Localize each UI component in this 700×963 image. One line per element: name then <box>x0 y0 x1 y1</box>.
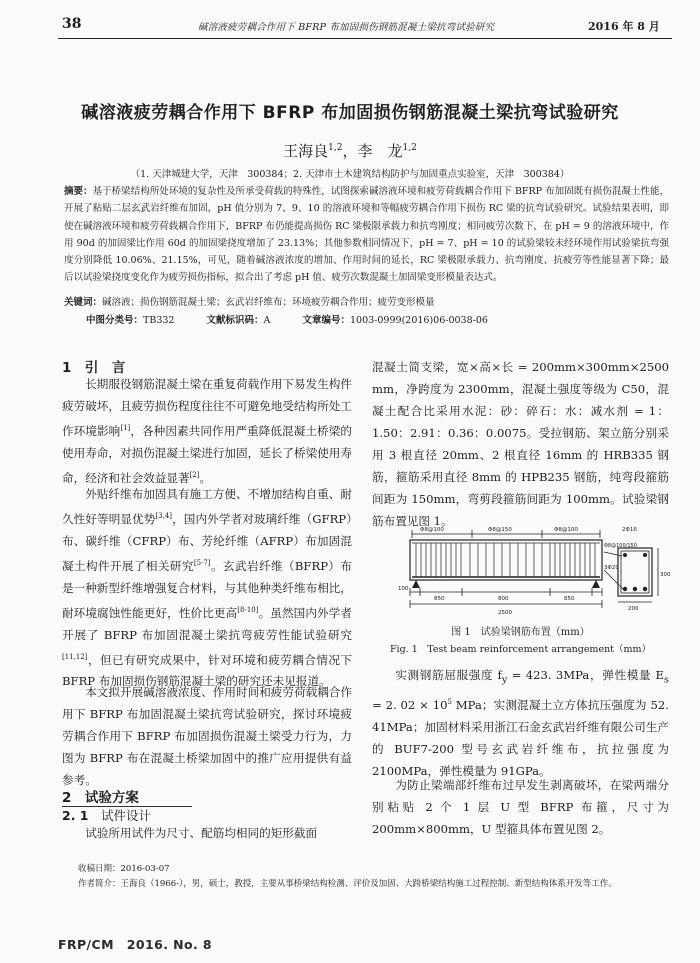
rp2-c: = 2. 02 × 10 <box>372 698 448 713</box>
footnote-author-intro: 作者简介：王海良（1966-），男，硕士，教授，主要从事桥梁结构检测、评价及加固、大跨桥梁结构施工过程控制、新型结构体系开发等工作。 <box>78 879 617 889</box>
fig-dim-300: 300 <box>660 572 671 578</box>
article-no-value: 1003-0999(2016)06-0038-06 <box>350 315 488 326</box>
citation: [3,4] <box>155 512 173 520</box>
citation: [8-10] <box>237 605 259 614</box>
s1p2-text-d: 。虽然国内外学者开展了 BFRP 布加固混凝土梁抗弯疲劳性能试验研究 <box>62 605 352 642</box>
s1p1-end: 。 <box>199 470 212 485</box>
rp2-sub-y: y <box>501 674 508 686</box>
footnote-received: 收稿日期：2016-03-07 <box>78 864 170 874</box>
fig-label-stirrup-left: Φ8@100 <box>420 527 444 533</box>
section-1-paragraph-1 <box>62 373 352 489</box>
header-date: 2016 年 8 月 <box>588 20 660 33</box>
article-title: 碱溶液疲劳耦合作用下 BFRP 布加固损伤钢筋混凝土梁抗弯试验研究 <box>81 103 619 123</box>
fig-label-side-stirrup: Φ8@100/150 <box>604 543 637 549</box>
fig-label-top-bars: 2Φ16 <box>622 527 637 533</box>
figure-1-caption-cn: 图 1 试验梁钢筋布置（mm） <box>451 627 590 638</box>
s1p2-text: 外贴纤维布加固具有施工方便、不增加结构自重、耐久性好等明显优势 <box>62 487 352 526</box>
page-number: 38 <box>62 16 82 32</box>
citation: [11,12] <box>62 652 88 661</box>
footnote-rule <box>62 806 192 807</box>
affiliation: （1. 天津城建大学，天津 300384；2. 天津市土木建筑结构防护与加固重点实验室，天津 300384） <box>130 169 570 180</box>
right-paragraph-2 <box>372 664 669 782</box>
fig-dim-850-right: 850 <box>564 596 575 602</box>
classification-line <box>86 312 488 326</box>
author-1: 王海良 <box>283 142 329 160</box>
s1p1-text-b: ，各种因素共同作用严重降低混凝土桥梁的使用寿命，对损伤混凝土梁进行加固，延长了桥梁使用寿命，经济和社会效益显著 <box>62 423 352 485</box>
rp2-sup: 5 <box>447 698 452 707</box>
rp2-b: = 423. 3MPa，弹性模量 E <box>507 668 665 682</box>
figure-1-caption-en: Fig. 1 Test beam reinforcement arrangement（mm） <box>389 644 652 655</box>
running-title: 碱溶液疲劳耦合作用下 BFRP 布加固损伤钢筋混凝土梁抗弯试验研究 <box>198 22 495 33</box>
right-paragraph-1: 混凝土简支梁，宽×高×长 = 200mm×300mm×2500 mm，净跨度为 2300mm，混凝土强度等级为 C50，混凝土配合比采用水泥：砂：碎石：水：减水剂 = 1：1.50：2.91：0.36：0.0075。受拉钢筋、架立筋分别采用 3 根直径 20mm、2 根直径 16mm 的 HRB335 钢筋，箍筋采用直径 8mm 的 HPB235 钢筋，纯弯段箍筋间距为 150mm，弯剪段箍筋间距为 100mm。试验梁钢筋布置见图 1。 <box>372 360 669 528</box>
header-rule <box>58 38 672 39</box>
class-label: 中图分类号： <box>86 315 144 326</box>
section-1-heading: 1 引 言 <box>62 360 126 376</box>
right-paragraph-3: 为防止梁端部纤维布过早发生剥离破坏，在梁两端分别粘贴 2 个 1 层 U 型 BFRP 布箍，尺寸为 200mm×800mm，U 型箍具体布置见图 2。 <box>372 778 669 836</box>
s1p2-text-c: 。玄武岩纤维（BFRP）布是一种新型纤维增强复合材料，与其他种类纤维布相比，耐环境腐蚀性能更好，性价比更高 <box>62 558 352 620</box>
subsection-number: 2. 1 <box>62 808 89 823</box>
fig-label-stirrup-mid: Φ8@150 <box>488 527 512 533</box>
author-line <box>0 140 700 161</box>
author-separator: ， <box>342 142 358 160</box>
article-no-label: 文章编号： <box>302 315 350 326</box>
citation: [1] <box>120 424 131 432</box>
citation: [2] <box>189 470 200 479</box>
doc-code-value: A <box>263 315 271 326</box>
abstract-label: 摘要： <box>64 186 93 197</box>
citation: [5-7] <box>193 558 211 567</box>
fig-dim-850-left: 850 <box>434 596 445 602</box>
keywords-text: 碱溶液；损伤钢筋混凝土梁；玄武岩纤维布；环境疲劳耦合作用；疲劳变形模量 <box>102 297 435 308</box>
section-1-paragraph-2 <box>62 483 352 692</box>
subsection-title: 试件设计 <box>88 808 152 823</box>
abstract <box>64 183 669 287</box>
author-2-affil: 1,2 <box>402 143 417 153</box>
s1p2-text-e: ，但已有研究成果中，针对环境和疲劳耦合情况下 BFRP 布加固损伤钢筋混凝土梁的研究还未见报道。 <box>62 652 352 689</box>
keywords-label: 关键词： <box>64 297 103 308</box>
rp2-sub-s: s <box>664 674 669 686</box>
journal-footer: FRP/CM 2016. No. 8 <box>58 937 212 952</box>
figure-1-reinforcement-drawing <box>382 522 671 620</box>
author-1-affil: 1,2 <box>328 143 343 153</box>
fig-dim-2500: 2500 <box>498 610 512 616</box>
section-2-1-paragraph-start: 试验所用试件为尺寸、配筋均相同的矩形截面 <box>85 826 318 840</box>
fig-label-bottom-bars: 3Φ20 <box>604 565 619 571</box>
class-value: TB332 <box>143 315 175 326</box>
keywords <box>64 295 669 310</box>
rp2-a: 实测钢筋屈服强度 f <box>395 668 502 682</box>
section-1-paragraph-3: 本文拟开展碱溶液浓度、作用时间和疲劳荷载耦合作用下 BFRP 布加固混凝土梁抗弯试验研究，探讨环境疲劳耦合作用下 BFRP 布加固损伤混凝土梁受力行为，力图为 BFRP 布在混凝土桥梁加固中的推广应用提供有益参考。 <box>62 685 352 787</box>
s1p1-text: 长期服役钢筋混凝土梁在重复荷载作用下易发生构件疲劳破坏，且疲劳损伤程度往往不可避免地受结构所处工作环境影响 <box>62 377 352 438</box>
section-2-heading: 2 试验方案 <box>62 790 139 806</box>
rp2-d: MPa；实测混凝土立方体抗压强度为 52. 41MPa；加固材料采用浙江石金玄武岩纤维有限公司生产的 BUF7-200 型号玄武岩纤维布，抗拉强度为 2100MPa，弹性模量为 91GPa。 <box>372 698 669 779</box>
abstract-text: 基于桥梁结构所处环境的复杂性及所承受荷载的特殊性，试图探索碱溶液环境和疲劳荷载耦合作用下 BFRP 布加固既有损伤混凝土性能，开展了粘贴二层玄武岩纤维布加固，pH 值分别为 7、9、10 的溶液环境和等幅疲劳耦合作用下损伤 RC 梁的抗弯试验研究。试验结果表明，即使在碱溶液环境和疲劳荷载耦合作用下，BFRP 布仍能提高损伤 RC 梁极限承载力和抗弯刚度；相同疲劳次数下，在 pH = 9 的溶液环境中，作用 90d 的加固梁比作用 60d 的加固梁挠度增加了 23.13%；其他参数相同情况下，pH = 7、pH = 10 的试验梁较未经环境作用试验梁抗弯强度分别降低 10.06%、21.15%，可见，随着碱溶液浓度的增加、作用时间的延长，RC 梁极限承载力、抗弯刚度、抗疲劳等性能显著下降；最后以试验梁挠度变化作为疲劳损伤指标，拟合出了考虑 pH 值、疲劳次数混凝土加固梁变形模量表达式。 <box>64 186 669 284</box>
fig-dim-800: 800 <box>498 596 509 602</box>
doc-code-label: 文献标识码： <box>206 315 264 326</box>
author-2: 李 龙 <box>357 142 403 160</box>
fig-dim-100: 100 <box>398 586 409 592</box>
fig-dim-200: 200 <box>628 606 639 612</box>
s1p2-text-b: ，国内外学者对玻璃纤维（GFRP）布、碳纤维（CFRP）布、芳纶纤维（AFRP）布加固混凝土构件开展了相关研究 <box>62 511 352 573</box>
fig-label-stirrup-right: Φ8@100 <box>554 527 578 533</box>
